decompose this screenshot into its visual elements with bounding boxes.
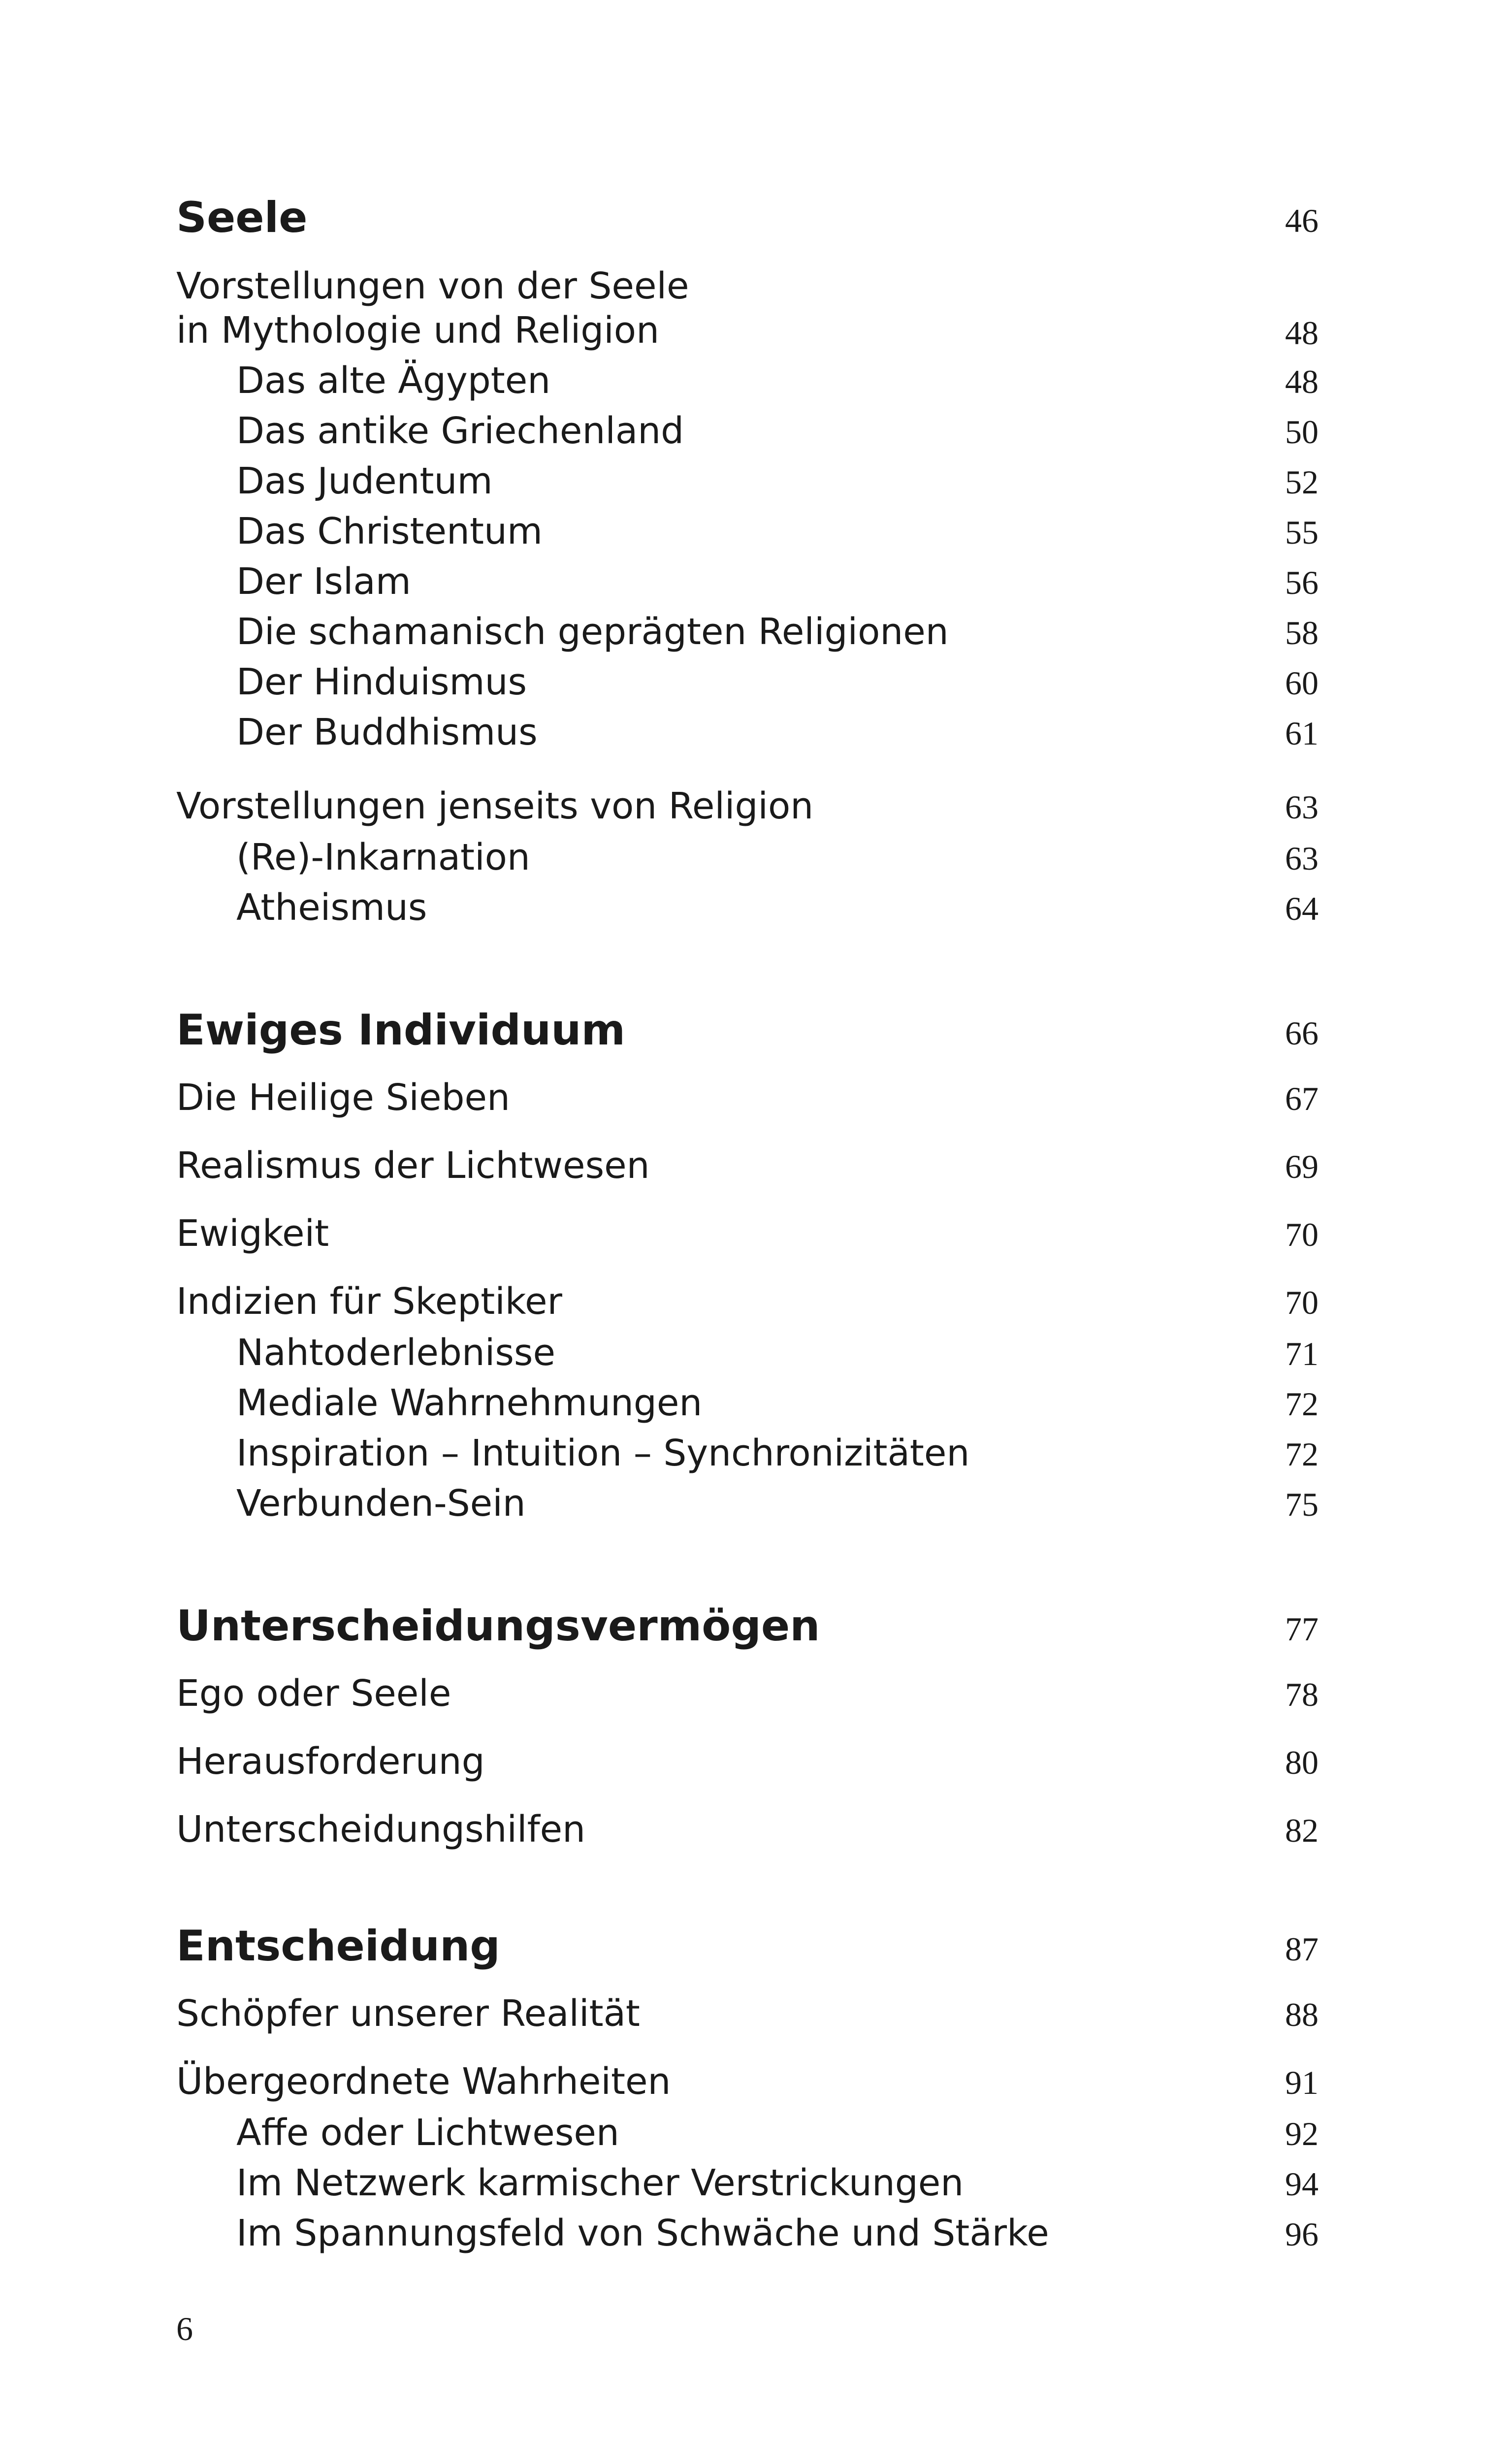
toc-entry-page: 72 (1285, 1435, 1319, 1473)
toc-entry-page: 46 (1285, 202, 1319, 239)
toc-subsection (176, 460, 1319, 510)
page-number: 6 (176, 2310, 193, 2347)
toc-entry-page: 94 (1285, 2165, 1319, 2203)
toc-subsection (176, 510, 1319, 560)
toc-section (176, 1280, 1319, 1325)
toc-subsection (176, 886, 1319, 937)
toc-subsection (176, 836, 1319, 886)
toc-subsection (176, 560, 1319, 611)
toc-entry-title: Der Buddhismus (236, 711, 538, 753)
toc-entry-page: 50 (1285, 413, 1319, 451)
toc-entry-page: 75 (1285, 1486, 1319, 1523)
toc-entry-title: Ewiges Individuum (176, 1006, 626, 1055)
toc-entry-title: Vorstellungen jenseits von Religion (176, 785, 814, 827)
toc-entry-title: Die Heilige Sieben (176, 1076, 510, 1119)
toc-chapter (176, 193, 1319, 257)
toc-entry-page: 72 (1285, 1385, 1319, 1423)
toc-subsection (176, 2162, 1319, 2212)
toc-subsection (176, 2212, 1319, 2262)
toc-entry-page: 91 (1285, 2064, 1319, 2101)
toc-section (176, 1740, 1319, 1785)
toc-entry-title: Der Hinduismus (236, 661, 527, 703)
toc-entry-page: 78 (1285, 1676, 1319, 1713)
toc-chapter (176, 1922, 1319, 1986)
toc-entry-title: Übergeordnete Wahrheiten (176, 2060, 671, 2103)
toc-entry-page: 70 (1285, 1216, 1319, 1253)
toc-entry-page: 63 (1285, 788, 1319, 826)
toc-subsection (176, 1332, 1319, 1382)
toc-entry-title: Ego oder Seele (176, 1672, 451, 1715)
toc-chapter (176, 1601, 1319, 1665)
toc-subsection (176, 410, 1319, 460)
toc-section (176, 2060, 1319, 2105)
toc-entry-title: Im Spannungsfeld von Schwäche und Stärke (236, 2212, 1049, 2254)
toc-subsection (176, 1432, 1319, 1482)
toc-entry-title: Herausforderung (176, 1740, 485, 1783)
toc-entry-page: 67 (1285, 1080, 1319, 1117)
toc-entry-page: 48 (1285, 363, 1319, 400)
toc-entry-title: Nahtoderlebnisse (236, 1332, 555, 1374)
toc-entry-page: 87 (1285, 1930, 1319, 1968)
toc-entry-title: Inspiration – Intuition – Synchronizitäten (236, 1432, 970, 1474)
toc-entry-title: Realismus der Lichtwesen (176, 1144, 650, 1187)
toc-entry-title (176, 264, 689, 353)
toc-section (176, 1672, 1319, 1717)
toc-entry-page: 92 (1285, 2115, 1319, 2152)
toc-entry-page: 66 (1285, 1014, 1319, 1052)
toc-entry-title-line1: Vorstellungen von der Seele (176, 265, 689, 307)
toc-entry-title: Das antike Griechenland (236, 410, 684, 452)
toc-entry-page: 48 (1285, 314, 1319, 352)
toc-entry-title: Seele (176, 193, 308, 242)
toc-section (176, 264, 1319, 353)
toc-entry-page: 55 (1285, 514, 1319, 551)
toc-entry-title: Im Netzwerk karmischer Verstrickungen (236, 2162, 964, 2204)
toc-entry-title: Das Christentum (236, 510, 543, 553)
toc-entry-page: 71 (1285, 1335, 1319, 1372)
toc-entry-title: Der Islam (236, 560, 411, 603)
toc-entry-title: Entscheidung (176, 1922, 500, 1971)
toc-entry-page: 96 (1285, 2215, 1319, 2253)
toc-entry-title: Die schamanisch geprägten Religionen (236, 611, 949, 653)
toc-section (176, 1212, 1319, 1257)
toc-chapter (176, 1006, 1319, 1070)
toc-entry-page: 58 (1285, 614, 1319, 651)
toc-subsection (176, 661, 1319, 711)
toc-entry-page: 77 (1285, 1610, 1319, 1648)
toc-entry-title: Unterscheidungshilfen (176, 1808, 586, 1851)
toc-entry-page: 56 (1285, 564, 1319, 601)
toc-entry-title: Indizien für Skeptiker (176, 1280, 562, 1323)
toc-subsection (176, 1382, 1319, 1432)
toc-entry-page: 70 (1285, 1284, 1319, 1321)
toc-entry-title: Das Judentum (236, 460, 493, 502)
toc-section (176, 1076, 1319, 1121)
toc-entry-title: Affe oder Lichtwesen (236, 2112, 619, 2154)
toc-subsection (176, 359, 1319, 410)
toc-entry-page: 82 (1285, 1812, 1319, 1849)
toc-entry-title: Atheismus (236, 886, 427, 929)
toc-section (176, 1808, 1319, 1853)
toc-entry-page: 52 (1285, 463, 1319, 501)
toc-entry-title: Ewigkeit (176, 1212, 329, 1255)
toc-section (176, 1144, 1319, 1189)
toc-entry-title: Das alte Ägypten (236, 359, 551, 402)
toc-entry-page: 69 (1285, 1148, 1319, 1185)
toc-entry-title: Verbunden-Sein (236, 1482, 526, 1525)
toc-entry-title: (Re)-Inkarnation (236, 836, 530, 879)
toc-section (176, 785, 1319, 829)
toc-entry-title: Schöpfer unserer Realität (176, 1992, 640, 2035)
toc-entry-page: 61 (1285, 715, 1319, 752)
toc-section (176, 1992, 1319, 2037)
toc-subsection (176, 1482, 1319, 1532)
toc-subsection (176, 2112, 1319, 2162)
toc-subsection (176, 711, 1319, 761)
toc-subsection (176, 611, 1319, 661)
toc-entry-title-line2: in Mythologie und Religion (176, 309, 659, 352)
toc-entry-page: 63 (1285, 840, 1319, 877)
toc-entry-page: 60 (1285, 664, 1319, 702)
toc-entry-title: Unterscheidungsvermögen (176, 1601, 820, 1651)
toc-entry-page: 80 (1285, 1744, 1319, 1781)
toc-entry-page: 88 (1285, 1996, 1319, 2033)
toc-entry-title: Mediale Wahrnehmungen (236, 1382, 703, 1424)
toc-entry-page: 64 (1285, 890, 1319, 927)
table-of-contents (176, 193, 1319, 2262)
